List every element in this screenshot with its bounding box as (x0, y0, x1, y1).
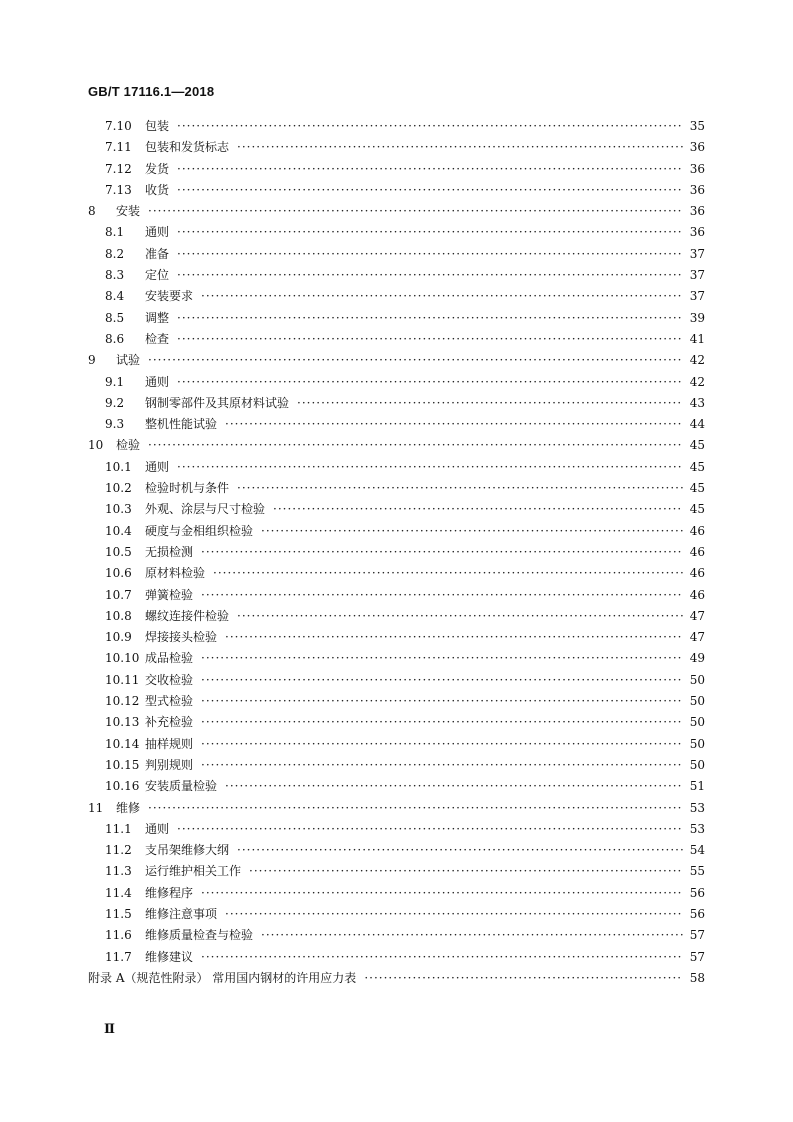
toc-entry[interactable] (88, 628, 705, 649)
toc-entry-title: 试验 (116, 353, 141, 368)
toc-entry[interactable] (88, 692, 705, 713)
toc-entry-title: 通则 (145, 821, 170, 836)
toc-leader-dots (225, 417, 683, 431)
toc-entry-number: 10.11 (105, 672, 140, 687)
toc-entry[interactable] (88, 415, 705, 436)
toc-entry-title: 收货 (145, 182, 170, 197)
toc-entry-number: 11.6 (105, 928, 132, 943)
toc-leader-dots (148, 353, 683, 367)
toc-entry-page: 37 (689, 268, 705, 283)
toc-entry[interactable] (88, 436, 705, 457)
toc-entry[interactable] (88, 799, 705, 820)
toc-entry[interactable] (88, 756, 705, 777)
toc-entry-title: 维修程序 (145, 885, 194, 900)
toc-entry-title: 运行维护相关工作 (145, 864, 242, 879)
toc-leader-dots (237, 481, 683, 495)
toc-entry[interactable] (88, 309, 705, 330)
toc-entry-page: 50 (689, 672, 705, 687)
toc-entry-number: 8.6 (105, 331, 125, 346)
toc-entry-number: 10.4 (105, 523, 132, 538)
toc-entry-page: 55 (689, 864, 705, 879)
toc-entry-title: 螺纹连接件检验 (145, 608, 230, 623)
toc-entry[interactable] (88, 351, 705, 372)
toc-entry-number: 附录 A (88, 970, 125, 985)
toc-entry-number: 9.2 (105, 395, 125, 410)
toc-entry-page: 47 (689, 630, 705, 645)
toc-entry-title: 通则 (145, 374, 170, 389)
toc-entry-page: 46 (689, 523, 705, 538)
toc-entry-page: 37 (689, 246, 705, 261)
toc-entry-number: 10.15 (105, 757, 140, 772)
toc-leader-dots (201, 694, 683, 708)
toc-leader-dots (177, 460, 683, 474)
toc-entry-number: 9.3 (105, 417, 125, 432)
toc-entry[interactable] (88, 160, 705, 181)
page-number-roman: Ⅱ (104, 1022, 115, 1037)
toc-leader-dots (201, 673, 683, 687)
toc-entry[interactable] (88, 479, 705, 500)
toc-leader-dots (177, 247, 683, 261)
toc-entry-page: 46 (689, 544, 705, 559)
toc-leader-dots (225, 779, 683, 793)
toc-entry-number: 8.1 (105, 225, 125, 240)
toc-entry-page: 57 (689, 928, 705, 943)
toc-leader-dots (148, 204, 683, 218)
toc-leader-dots (177, 225, 683, 239)
toc-entry[interactable] (88, 862, 705, 883)
toc-entry-title: 安装 (116, 204, 141, 219)
toc-entry-title: 维修注意事项 (145, 906, 218, 921)
toc-entry-page: 56 (689, 906, 705, 921)
toc-entry-number: 10.1 (105, 459, 132, 474)
toc-leader-dots (364, 971, 683, 985)
toc-entry[interactable] (88, 735, 705, 756)
toc-entry-page: 42 (689, 374, 705, 389)
toc-entry-page: 35 (689, 119, 705, 133)
toc-leader-dots (201, 737, 683, 751)
toc-entry[interactable] (88, 138, 705, 159)
toc-entry-page: 46 (689, 566, 705, 581)
toc-entry-number: 8.3 (105, 268, 125, 283)
toc-entry-title: 交收检验 (145, 672, 194, 687)
toc-entry-title: 定位 (145, 268, 170, 283)
table-of-contents (88, 117, 705, 990)
toc-entry-page: 57 (689, 949, 705, 964)
toc-entry-number: 10.10 (105, 651, 140, 666)
toc-entry-title: 准备 (145, 246, 170, 261)
toc-entry-page: 50 (689, 757, 705, 772)
toc-entry-page: 49 (689, 651, 705, 666)
toc-entry[interactable] (88, 926, 705, 947)
toc-entry-page: 50 (689, 715, 705, 730)
toc-entry-title: 维修质量检查与检验 (145, 928, 254, 943)
toc-entry-title: 整机性能试验 (145, 417, 218, 432)
toc-entry-number: 11.5 (105, 906, 132, 921)
toc-entry-title: 包装和发货标志 (145, 140, 230, 155)
toc-entry[interactable] (88, 543, 705, 564)
toc-entry[interactable] (88, 500, 705, 521)
toc-entry[interactable] (88, 373, 705, 394)
toc-entry[interactable] (88, 330, 705, 351)
toc-entry-number: 11.1 (105, 821, 132, 836)
toc-leader-dots (201, 545, 683, 559)
toc-entry[interactable] (88, 266, 705, 287)
toc-entry-number: 9 (88, 353, 96, 368)
toc-entry-page: 37 (689, 289, 705, 304)
toc-leader-dots (201, 588, 683, 602)
toc-entry[interactable] (88, 522, 705, 543)
toc-entry-title: 安装质量检验 (145, 779, 218, 794)
toc-entry-page: 56 (689, 885, 705, 900)
toc-entry-title: 通则 (145, 459, 170, 474)
toc-leader-dots (201, 715, 683, 729)
toc-entry-number: 8 (88, 204, 96, 219)
toc-leader-dots (237, 609, 683, 623)
toc-entry-page: 45 (689, 481, 705, 496)
toc-entry-page: 44 (689, 417, 705, 432)
toc-entry[interactable] (88, 969, 705, 990)
toc-entry-page: 43 (689, 395, 705, 410)
toc-leader-dots (177, 375, 683, 389)
toc-entry-title: 维修 (116, 800, 141, 815)
toc-leader-dots (177, 119, 683, 133)
toc-entry-title: 检验时机与条件 (145, 481, 230, 496)
toc-leader-dots (201, 950, 683, 964)
toc-entry-number: 11 (88, 800, 104, 815)
toc-entry-page: 53 (689, 800, 705, 815)
toc-entry[interactable] (88, 117, 705, 138)
toc-leader-dots (273, 502, 683, 516)
toc-entry-title: 发货 (145, 161, 170, 176)
toc-entry[interactable] (88, 458, 705, 479)
toc-entry-title: 调整 (145, 310, 170, 325)
toc-entry[interactable] (88, 713, 705, 734)
toc-entry-title: （规范性附录） 常用国内钢材的许用应力表 (124, 970, 357, 985)
toc-entry-number: 10.7 (105, 587, 132, 602)
toc-entry-page: 42 (689, 353, 705, 368)
toc-leader-dots (177, 311, 683, 325)
toc-entry-number: 10.9 (105, 630, 132, 645)
toc-entry-number: 10.14 (105, 736, 140, 751)
toc-entry-title: 检查 (145, 331, 170, 346)
toc-entry-number: 9.1 (105, 374, 125, 389)
toc-entry-page: 45 (689, 438, 705, 453)
toc-leader-dots (177, 332, 683, 346)
toc-leader-dots (225, 630, 683, 644)
toc-entry-number: 11.7 (105, 949, 132, 964)
toc-leader-dots (201, 651, 683, 665)
toc-entry-page: 41 (689, 331, 705, 346)
toc-leader-dots (177, 162, 683, 176)
toc-entry[interactable] (88, 905, 705, 926)
toc-entry-page: 51 (689, 779, 705, 794)
toc-entry-title: 补充检验 (145, 715, 194, 730)
toc-entry-number: 10.13 (105, 715, 140, 730)
toc-entry-page: 58 (689, 970, 705, 985)
toc-entry-title: 成品检验 (145, 651, 194, 666)
toc-entry-title: 维修建议 (145, 949, 194, 964)
toc-leader-dots (177, 822, 683, 836)
toc-entry[interactable] (88, 841, 705, 862)
toc-leader-dots (201, 758, 683, 772)
toc-entry-number: 10 (88, 438, 104, 453)
toc-entry-number: 8.5 (105, 310, 125, 325)
toc-entry-title: 外观、涂层与尺寸检验 (145, 502, 266, 517)
toc-entry-title: 焊接接头检验 (145, 630, 218, 645)
toc-entry-title: 判别规则 (145, 757, 194, 772)
toc-entry-page: 54 (689, 843, 705, 858)
toc-leader-dots (148, 438, 683, 452)
toc-entry[interactable] (88, 820, 705, 841)
toc-entry-number: 10.16 (105, 779, 140, 794)
toc-entry-page: 36 (689, 161, 705, 176)
toc-entry-number: 10.6 (105, 566, 132, 581)
toc-entry[interactable] (88, 394, 705, 415)
toc-entry-number: 10.3 (105, 502, 132, 517)
toc-leader-dots (249, 864, 683, 878)
toc-entry-page: 36 (689, 225, 705, 240)
toc-entry[interactable] (88, 287, 705, 308)
toc-leader-dots (297, 396, 683, 410)
toc-entry-page: 50 (689, 736, 705, 751)
toc-entry-title: 型式检验 (145, 694, 194, 709)
toc-entry[interactable] (88, 223, 705, 244)
toc-entry-title: 安装要求 (145, 289, 194, 304)
toc-entry-title: 支吊架维修大纲 (145, 843, 230, 858)
toc-entry-number: 7.10 (105, 119, 132, 133)
toc-entry-title: 无损检测 (145, 544, 194, 559)
toc-entry-number: 7.12 (105, 161, 132, 176)
toc-entry-page: 39 (689, 310, 705, 325)
toc-entry-number: 8.4 (105, 289, 125, 304)
toc-entry-page: 45 (689, 502, 705, 517)
toc-entry[interactable] (88, 245, 705, 266)
toc-entry-title: 检验 (116, 438, 141, 453)
toc-entry-title: 钢制零部件及其原材料试验 (145, 395, 290, 410)
toc-entry-number: 10.5 (105, 544, 132, 559)
toc-entry-page: 36 (689, 182, 705, 197)
toc-leader-dots (225, 907, 683, 921)
document-header: GB/T 17116.1—2018 (88, 84, 215, 99)
toc-entry-title: 硬度与金相组织检验 (145, 523, 254, 538)
toc-entry-page: 45 (689, 459, 705, 474)
toc-entry-page: 50 (689, 694, 705, 709)
toc-entry[interactable] (88, 649, 705, 670)
toc-entry-title: 通则 (145, 225, 170, 240)
toc-entry-number: 11.3 (105, 864, 132, 879)
toc-entry-title: 包装 (145, 119, 170, 133)
toc-leader-dots (148, 801, 683, 815)
toc-entry[interactable] (88, 202, 705, 223)
toc-entry-number: 7.11 (105, 140, 132, 155)
toc-entry[interactable] (88, 564, 705, 585)
toc-entry-page: 53 (689, 821, 705, 836)
toc-leader-dots (261, 524, 683, 538)
toc-entry-page: 36 (689, 204, 705, 219)
toc-entry-number: 10.12 (105, 694, 140, 709)
toc-leader-dots (201, 289, 683, 303)
toc-leader-dots (261, 928, 683, 942)
toc-entry-number: 11.2 (105, 843, 132, 858)
toc-entry-page: 46 (689, 587, 705, 602)
toc-entry-page: 36 (689, 140, 705, 155)
toc-entry[interactable] (88, 884, 705, 905)
toc-leader-dots (177, 268, 683, 282)
toc-leader-dots (237, 843, 683, 857)
toc-entry-page: 47 (689, 608, 705, 623)
toc-entry[interactable] (88, 181, 705, 202)
toc-entry-title: 原材料检验 (145, 566, 206, 581)
toc-entry-number: 11.4 (105, 885, 132, 900)
toc-entry-title: 抽样规则 (145, 736, 194, 751)
toc-leader-dots (177, 183, 683, 197)
toc-leader-dots (201, 886, 683, 900)
toc-entry-number: 10.8 (105, 608, 132, 623)
toc-entry[interactable] (88, 777, 705, 798)
toc-entry-number: 8.2 (105, 246, 125, 261)
toc-entry-number: 10.2 (105, 481, 132, 496)
toc-entry-title: 弹簧检验 (145, 587, 194, 602)
toc-entry-number: 7.13 (105, 182, 132, 197)
toc-entry[interactable] (88, 607, 705, 628)
toc-entry[interactable] (88, 948, 705, 969)
toc-entry[interactable] (88, 586, 705, 607)
toc-leader-dots (237, 140, 683, 154)
toc-leader-dots (213, 566, 683, 580)
toc-entry[interactable] (88, 671, 705, 692)
